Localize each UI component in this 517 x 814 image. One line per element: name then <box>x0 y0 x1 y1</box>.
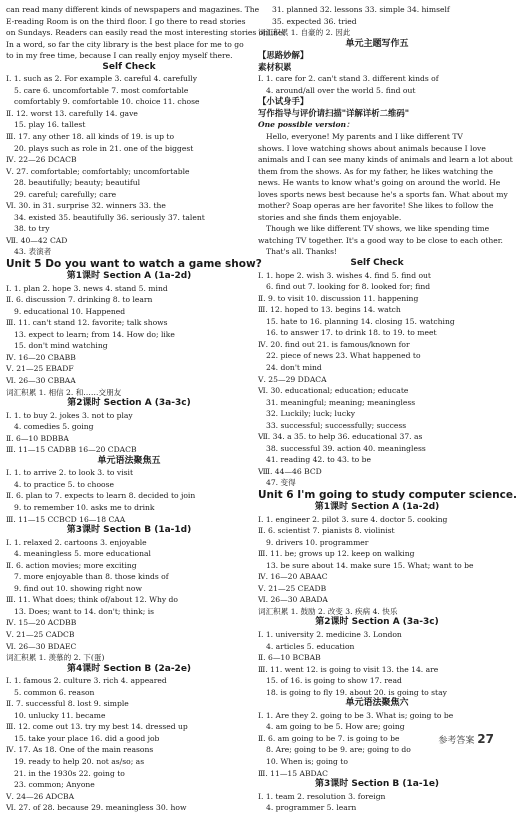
answer-line: That's all. Thanks! <box>266 247 338 257</box>
answer-line: 41. reading 42. to 43. to be <box>266 455 372 465</box>
answer-line: 22. piece of news 23. What happened to <box>266 351 421 361</box>
answer-line: Ⅲ. 11. be; grows up 12. keep on walking <box>258 549 415 559</box>
section-heading: 第2课时 Section A (3a-3c) <box>67 398 191 409</box>
answer-line: 8. Are; going to be 9. are; going to do <box>266 745 411 755</box>
answer-line: 19. ready to help 20. not as/so; as <box>14 757 145 766</box>
answer-line: Though we like different TV shows, we like spending time <box>266 224 490 234</box>
right-column <box>258 4 517 814</box>
answer-line: 13. expect to learn; from 14. How do; like <box>14 329 175 339</box>
answer-line: Ⅰ. 1. relaxed 2. cartoons 3. enjoyable <box>6 537 147 547</box>
answer-line: Ⅲ. 11—15 CADBB 16—20 CDACB <box>6 445 137 455</box>
answer-line: Ⅰ. 1. engineer 2. pilot 3. sure 4. doctor 5. cooking <box>258 514 448 524</box>
answer-line: Ⅳ. 17. As 18. One of the main reasons <box>6 745 154 755</box>
section-heading: 【思路妙解】 <box>258 50 309 61</box>
answer-line: One possible version： <box>258 120 354 130</box>
answer-line: loves sports news best because he's a sports fan. What about my <box>258 189 508 199</box>
section-heading: 第2课时 Section A (3a-3c) <box>315 617 439 628</box>
section-heading: 第1课时 Section A (1a-2d) <box>66 271 192 282</box>
answer-line: Ⅱ. 6. scientist 7. pianists 8. violinist <box>258 526 395 536</box>
answer-line: Hello, everyone! My parents and I like different TV <box>266 132 463 142</box>
answer-line: 4. am going to be 5. How are; going <box>266 722 405 732</box>
answer-line: 21. in the 1930s 22. going to <box>14 768 125 778</box>
answer-line: Ⅴ. 24—26 ADCBA <box>6 791 75 801</box>
answer-line: 4. programmer 5. learn <box>266 803 357 813</box>
answer-line: 9. educational 10. Happened <box>14 306 126 316</box>
answer-line: Ⅳ. 16—20 ABAAC <box>258 572 328 582</box>
answer-line: 32. Luckily; luck; lucky <box>266 409 356 419</box>
answer-line: Ⅰ. 1. to arrive 2. to look 3. to visit <box>6 468 134 478</box>
answer-line: Ⅰ. 1. such as 2. For example 3. careful 4. carefully <box>6 74 198 84</box>
answer-line: 20. plays such as role in 21. one of the biggest <box>14 143 194 153</box>
answer-line: 47. 变得 <box>266 478 296 488</box>
answer-line: Ⅲ. 11. went 12. is going to visit 13. the 14. are <box>258 664 439 674</box>
answer-line: Ⅰ. 1. care for 2. can't stand 3. different kinds of <box>258 74 439 84</box>
section-heading: 素材积累 <box>258 61 292 72</box>
answer-line: 35. expected 36. tried <box>272 16 357 26</box>
section-heading: Unit 5 Do you want to watch a game show? <box>6 258 262 271</box>
answer-line: Ⅵ. 26—30 BDAEC <box>6 641 77 651</box>
answer-line: Ⅱ. 6—10 BDBBA <box>6 433 69 443</box>
answer-line: Ⅰ. 1. plan 2. hope 3. news 4. stand 5. mind <box>6 283 168 293</box>
answer-line: 24. don't mind <box>266 362 322 372</box>
answer-line: 4. comedies 5. going <box>14 422 94 432</box>
answer-line: 4. to practice 5. to choose <box>14 479 114 489</box>
answer-line: 4. articles 5. education <box>266 641 355 651</box>
section-heading: 第4课时 Section B (2a-2e) <box>66 663 192 674</box>
answer-line: 词汇积累 1. 相信 2. 和……交朋友 <box>6 387 122 397</box>
answer-line: Ⅳ. 16—20 CBABB <box>6 352 76 362</box>
answer-line: Ⅴ. 21—25 CADCB <box>6 629 75 639</box>
answer-line: Ⅳ. 15—20 ACDBB <box>6 618 77 628</box>
answer-line: Ⅰ. 1. famous 2. culture 3. rich 4. appeared <box>6 676 167 686</box>
section-heading: 单元语法聚焦五 <box>97 455 161 466</box>
answer-line: watching TV together. It's a good way to be close to each other. <box>258 235 503 245</box>
answer-line: Ⅱ. 6. action movies; more exciting <box>6 560 137 570</box>
answer-line: 9. drivers 10. programmer <box>266 537 369 547</box>
answer-line: 31. planned 32. lessons 33. simple 34. himself <box>272 5 450 14</box>
section-heading: 【小试身手】 <box>258 96 309 107</box>
answer-line: Ⅵ. 26—30 ABADA <box>258 595 328 605</box>
answer-line: Ⅲ. 12. come out 13. try my best 14. dressed up <box>6 722 188 732</box>
answer-line: 15. don't mind watching <box>14 341 108 351</box>
answer-line: Ⅷ. 44—46 BCD <box>258 466 322 476</box>
answer-line: Ⅵ. 30. educational; education; educate <box>258 386 409 396</box>
answer-line: 28. beautifully; beauty; beautiful <box>14 178 141 188</box>
answer-line: Ⅵ. 26—30 CBBAA <box>6 375 76 385</box>
answer-line: 38. successful 39. action 40. meaningless <box>266 443 426 453</box>
answer-line: 词汇积累 1. 自豪的 2. 因此 <box>258 28 351 38</box>
answer-line: Ⅲ. 12. hoped to 13. begins 14. watch <box>258 305 401 315</box>
answer-line: 34. existed 35. beautifully 36. seriously 37. talent <box>14 212 205 222</box>
answer-line: news. He wants to know what's going on around the world. He <box>258 178 501 188</box>
answer-line: Ⅶ. 40—42 CAD <box>6 235 68 245</box>
answer-line: 7. more enjoyable than 8. those kinds of <box>14 572 169 582</box>
section-heading: 写作指导与评价请扫描"详解详析二维码" <box>258 107 410 118</box>
answer-line: Ⅵ. 30. in 31. surprise 32. winners 33. the <box>6 201 166 211</box>
page-footer <box>438 732 494 746</box>
answer-line: Ⅱ. 12. worst 13. carefully 14. gave <box>6 108 138 118</box>
answer-line: 43. 表演者 <box>14 247 52 257</box>
section-heading: Unit 6 I'm going to study computer science. <box>258 488 517 501</box>
answer-line: Ⅱ. 7. successful 8. lost 9. simple <box>6 699 129 709</box>
answer-line: to in my free time, because I can really enjoy myself there. <box>6 51 233 61</box>
answer-line: on Sundays. Readers can easily read the most interesting stories online. <box>6 28 285 38</box>
answer-line: Ⅱ. 6. discussion 7. drinking 8. to learn <box>6 295 153 305</box>
answer-line: mother? Soap operas are her favorite! She likes to follow the <box>258 201 494 211</box>
section-heading: 第3课时 Section B (1a-1e) <box>314 779 440 790</box>
answer-line: 16. to answer 17. to drink 18. to 19. to meet <box>266 328 437 338</box>
answer-line: Ⅴ. 27. comfortable; comfortably; uncomfortable <box>6 166 190 176</box>
answer-line: them from the shows. As for my father, he likes watching the <box>258 166 493 176</box>
answer-line: Ⅴ. 21—25 CEADB <box>258 583 327 593</box>
footer-label: 参考答案 <box>438 736 475 746</box>
answer-line: stories and she finds them enjoyable. <box>258 212 402 222</box>
answer-line: E-reading Room is on the third floor. I go there to read stories <box>6 16 246 26</box>
answer-line: Ⅵ. 27. of 28. because 29. meaningless 30. how <box>6 803 187 813</box>
answer-line: 10. When is; going to <box>266 757 348 766</box>
section-heading: Self Check <box>102 61 156 72</box>
answer-line: Ⅱ. 6. am going to be 7. is going to be <box>258 733 400 743</box>
answer-line: Ⅲ. 11. What does; think of/about 12. Why do <box>6 595 178 605</box>
answer-line: 33. successful; successfully; success <box>266 420 407 430</box>
answer-line: 4. meaningless 5. more educational <box>14 549 151 559</box>
answer-line: 10. unlucky 11. became <box>14 710 106 720</box>
answer-line: Ⅳ. 20. find out 21. is famous/known for <box>258 339 410 349</box>
section-heading: Self Check <box>350 258 404 269</box>
answer-line: 词汇积累 1. 羡慕的 2. 下(蛋) <box>6 653 105 663</box>
section-heading: 第3课时 Section B (1a-1d) <box>66 525 192 536</box>
answer-line: Ⅶ. 34. a 35. to help 36. educational 37. as <box>258 432 423 442</box>
answer-line: 5. common 6. reason <box>14 687 95 697</box>
answer-line: Ⅳ. 22—26 DCACB <box>6 155 77 165</box>
answer-line: Ⅰ. 1. university 2. medicine 3. London <box>258 629 402 639</box>
answer-line: Ⅲ. 11—15 CCBCD 16—18 CAA <box>6 514 126 524</box>
answer-line: 9. find out 10. showing right now <box>14 583 142 593</box>
answer-line: shows. I love watching shows about animals because I love <box>258 143 486 153</box>
answer-line: Ⅲ. 17. any other 18. all kinds of 19. is up to <box>6 132 175 142</box>
answer-line: Ⅰ. 1. hope 2. wish 3. wishes 4. find 5. find out <box>258 270 431 280</box>
answer-line: Ⅴ. 25—29 DDACA <box>258 374 327 384</box>
answer-line: 31. meaningful; meaning; meaningless <box>266 397 416 407</box>
answer-line: 15. of 16. is going to show 17. read <box>266 676 402 686</box>
answer-line: can read many different kinds of newspapers and magazines. The <box>6 5 260 14</box>
answer-line: In a word, so far the city library is the best place for me to go <box>6 39 244 49</box>
answer-line: 5. care 6. uncomfortable 7. most comfortable <box>14 85 189 95</box>
answer-line: 6. find out 7. looking for 8. looked for; find <box>266 282 431 292</box>
section-heading: 单元主题写作五 <box>345 38 409 49</box>
answer-line: Ⅰ. 1. Are they 2. going to be 3. What is; going to be <box>258 710 454 720</box>
answer-line: Ⅰ. 1. to buy 2. jokes 3. not to play <box>6 410 133 420</box>
answer-line: Ⅲ. 11. can't stand 12. favorite; talk shows <box>6 318 168 328</box>
page-number: 27 <box>477 732 494 746</box>
answer-line: Ⅰ. 1. team 2. resolution 3. foreign <box>258 791 386 801</box>
answer-line: 15. play 16. tallest <box>14 120 86 130</box>
answer-line: 4. around/all over the world 5. find out <box>266 85 416 95</box>
answer-line: 23. common; Anyone <box>14 780 95 790</box>
answer-line: Ⅱ. 6. plan to 7. expects to learn 8. decided to join <box>6 491 196 501</box>
answer-line: 13. Does; want to 14. don't; think; is <box>14 606 155 616</box>
answer-line: Ⅴ. 21—25 EBADF <box>6 364 74 374</box>
answer-line: Ⅱ. 6—10 BCBAB <box>258 653 321 663</box>
answer-line: Ⅱ. 9. to visit 10. discussion 11. happening <box>258 293 419 303</box>
answer-line: 15. take your place 16. did a good job <box>14 733 160 743</box>
answer-line: 29. careful; carefully; care <box>14 189 117 199</box>
answer-line: 38. to try <box>14 224 50 234</box>
answer-line: 9. to remember 10. asks me to drink <box>14 502 155 512</box>
section-heading: 单元语法聚焦六 <box>345 698 409 709</box>
answer-line: 15. hate to 16. planning 14. closing 15. watching <box>266 316 455 326</box>
answer-line: animals and I can see many kinds of animals and learn a lot about <box>258 155 513 165</box>
answer-line: 13. be sure about 14. make sure 15. What; want to be <box>266 560 474 570</box>
section-heading: 第1课时 Section A (1a-2d) <box>314 501 440 512</box>
answer-line: 18. is going to fly 19. about 20. is going to stay <box>266 687 447 697</box>
answer-line: comfortably 9. comfortable 10. choice 11. chose <box>14 97 200 107</box>
answer-line: 词汇积累 1. 鼓励 2. 改变 3. 疾病 4. 快乐 <box>258 606 398 616</box>
answer-line: Ⅲ. 11—15 ABDAC <box>258 768 328 778</box>
